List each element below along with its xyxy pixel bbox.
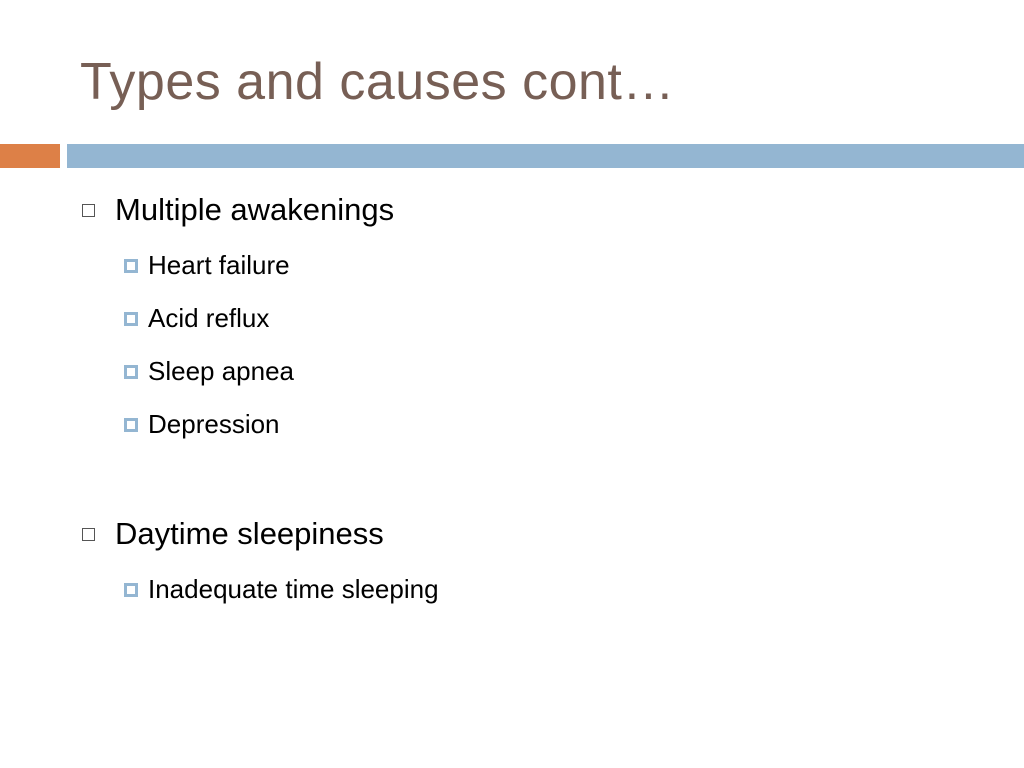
sub-bullet-inadequate-time-sleeping: Inadequate time sleeping bbox=[124, 574, 439, 605]
bullet-daytime-sleepiness: Daytime sleepiness bbox=[82, 516, 384, 552]
square-bullet-icon bbox=[124, 365, 138, 379]
sub-bullet-sleep-apnea: Sleep apnea bbox=[124, 356, 294, 387]
square-bullet-icon bbox=[124, 418, 138, 432]
slide-title: Types and causes cont… bbox=[80, 53, 675, 111]
sub-bullet-acid-reflux: Acid reflux bbox=[124, 303, 269, 334]
square-bullet-icon bbox=[124, 259, 138, 273]
square-bullet-icon bbox=[124, 312, 138, 326]
bullet-multiple-awakenings: Multiple awakenings bbox=[82, 192, 394, 228]
sub-bullet-heart-failure: Heart failure bbox=[124, 250, 290, 281]
sub-bullet-depression: Depression bbox=[124, 409, 280, 440]
square-bullet-icon bbox=[82, 204, 95, 217]
square-bullet-icon bbox=[82, 528, 95, 541]
square-bullet-icon bbox=[124, 583, 138, 597]
